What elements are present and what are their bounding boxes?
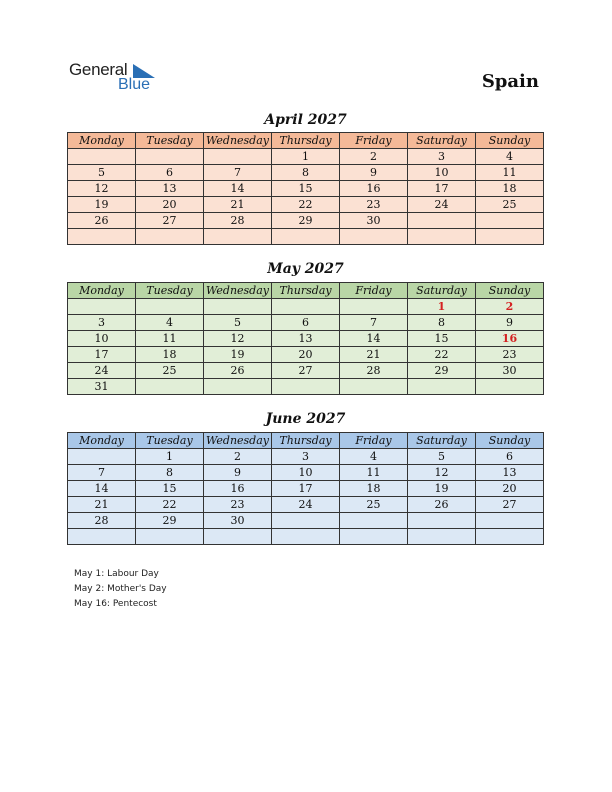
day-cell: 19	[204, 347, 272, 363]
day-cell: 16	[204, 481, 272, 497]
generalblue-logo	[69, 60, 169, 96]
weekday-header: Friday	[340, 133, 408, 149]
day-cell: 3	[408, 149, 476, 165]
day-cell: 25	[136, 363, 204, 379]
day-cell	[272, 379, 340, 395]
week-row	[68, 347, 544, 363]
weekday-header: Thursday	[272, 433, 340, 449]
weekday-header-row	[68, 133, 544, 149]
day-cell: 23	[476, 347, 544, 363]
day-cell: 6	[136, 165, 204, 181]
day-cell	[340, 229, 408, 245]
day-cell: 3	[272, 449, 340, 465]
day-cell: 7	[340, 315, 408, 331]
day-cell: 30	[204, 513, 272, 529]
day-cell	[136, 149, 204, 165]
day-cell: 8	[136, 465, 204, 481]
day-cell: 5	[68, 165, 136, 181]
day-cell: 10	[408, 165, 476, 181]
day-cell: 15	[136, 481, 204, 497]
day-cell	[136, 529, 204, 545]
day-cell: 18	[476, 181, 544, 197]
day-cell: 21	[68, 497, 136, 513]
day-cell: 17	[408, 181, 476, 197]
weekday-header-row	[68, 283, 544, 299]
day-cell	[68, 299, 136, 315]
holiday-notes	[74, 567, 167, 612]
day-cell: 30	[476, 363, 544, 379]
weekday-header: Sunday	[476, 283, 544, 299]
calendar-april	[67, 132, 544, 245]
day-cell: 18	[340, 481, 408, 497]
day-cell: 1	[136, 449, 204, 465]
day-cell: 7	[204, 165, 272, 181]
day-cell: 27	[476, 497, 544, 513]
day-cell	[272, 229, 340, 245]
weekday-header: Tuesday	[136, 133, 204, 149]
day-cell: 17	[68, 347, 136, 363]
day-cell	[340, 513, 408, 529]
day-cell: 14	[68, 481, 136, 497]
week-row	[68, 181, 544, 197]
weekday-header: Tuesday	[136, 283, 204, 299]
week-row	[68, 465, 544, 481]
week-row	[68, 363, 544, 379]
day-cell: 4	[340, 449, 408, 465]
day-cell: 13	[136, 181, 204, 197]
day-cell: 19	[408, 481, 476, 497]
day-cell: 9	[340, 165, 408, 181]
month-title-june: June 2027	[265, 411, 346, 427]
week-row	[68, 481, 544, 497]
weekday-header: Thursday	[272, 133, 340, 149]
weekday-header: Monday	[68, 283, 136, 299]
day-cell: 8	[408, 315, 476, 331]
day-cell	[476, 213, 544, 229]
day-cell: 2	[204, 449, 272, 465]
day-cell	[272, 299, 340, 315]
day-cell: 11	[340, 465, 408, 481]
logo-text-blue: Blue	[118, 76, 151, 93]
day-cell	[408, 213, 476, 229]
week-row	[68, 497, 544, 513]
day-cell: 12	[68, 181, 136, 197]
day-cell	[272, 513, 340, 529]
day-cell: 5	[204, 315, 272, 331]
day-cell: 26	[204, 363, 272, 379]
day-cell	[408, 513, 476, 529]
day-cell: 5	[408, 449, 476, 465]
day-cell	[476, 529, 544, 545]
day-cell: 20	[272, 347, 340, 363]
day-cell: 14	[204, 181, 272, 197]
calendar-may	[67, 282, 544, 395]
day-cell	[204, 229, 272, 245]
weekday-header: Wednesday	[204, 433, 272, 449]
calendar-june	[67, 432, 544, 545]
day-cell	[136, 299, 204, 315]
day-cell: 1	[272, 149, 340, 165]
day-cell	[408, 379, 476, 395]
day-cell: 6	[272, 315, 340, 331]
day-cell: 28	[340, 363, 408, 379]
day-cell: 26	[68, 213, 136, 229]
logo-text-general: General	[69, 60, 128, 79]
day-cell: 7	[68, 465, 136, 481]
day-cell: 20	[476, 481, 544, 497]
day-cell: 23	[340, 197, 408, 213]
day-cell: 24	[68, 363, 136, 379]
day-cell: 14	[340, 331, 408, 347]
day-cell: 22	[408, 347, 476, 363]
day-cell: 18	[136, 347, 204, 363]
week-row	[68, 331, 544, 347]
day-cell: 2	[340, 149, 408, 165]
day-cell: 8	[272, 165, 340, 181]
day-cell: 22	[272, 197, 340, 213]
day-cell	[408, 529, 476, 545]
week-row	[68, 449, 544, 465]
day-cell: 16	[340, 181, 408, 197]
weekday-header: Saturday	[408, 133, 476, 149]
week-row	[68, 529, 544, 545]
day-cell: 9	[476, 315, 544, 331]
day-cell: 10	[272, 465, 340, 481]
weekday-header: Saturday	[408, 433, 476, 449]
day-cell	[476, 513, 544, 529]
day-cell: 2	[476, 299, 544, 315]
holiday-note: May 16: Pentecost	[74, 599, 157, 609]
day-cell: 23	[204, 497, 272, 513]
day-cell: 21	[340, 347, 408, 363]
weekday-header: Friday	[340, 283, 408, 299]
day-cell: 29	[136, 513, 204, 529]
weekday-header: Wednesday	[204, 283, 272, 299]
week-row	[68, 299, 544, 315]
day-cell: 15	[408, 331, 476, 347]
day-cell: 30	[340, 213, 408, 229]
weekday-header: Sunday	[476, 133, 544, 149]
holiday-note: May 2: Mother's Day	[74, 584, 167, 594]
weekday-header: Monday	[68, 133, 136, 149]
day-cell: 20	[136, 197, 204, 213]
weekday-header: Sunday	[476, 433, 544, 449]
day-cell	[136, 229, 204, 245]
weekday-header: Tuesday	[136, 433, 204, 449]
weekday-header-row	[68, 433, 544, 449]
day-cell: 26	[408, 497, 476, 513]
day-cell	[340, 299, 408, 315]
day-cell: 19	[68, 197, 136, 213]
week-row	[68, 315, 544, 331]
day-cell: 12	[204, 331, 272, 347]
week-row	[68, 197, 544, 213]
day-cell: 1	[408, 299, 476, 315]
week-row	[68, 149, 544, 165]
day-cell	[68, 229, 136, 245]
day-cell	[340, 379, 408, 395]
day-cell: 13	[272, 331, 340, 347]
day-cell	[476, 229, 544, 245]
day-cell	[68, 449, 136, 465]
day-cell	[340, 529, 408, 545]
month-title-may: May 2027	[267, 261, 344, 277]
week-row	[68, 379, 544, 395]
day-cell: 6	[476, 449, 544, 465]
day-cell	[272, 529, 340, 545]
day-cell: 29	[408, 363, 476, 379]
weekday-header: Friday	[340, 433, 408, 449]
holiday-note: May 1: Labour Day	[74, 569, 159, 579]
weekday-header: Saturday	[408, 283, 476, 299]
day-cell	[476, 379, 544, 395]
day-cell: 31	[68, 379, 136, 395]
day-cell: 11	[136, 331, 204, 347]
day-cell: 28	[68, 513, 136, 529]
month-title-april: April 2027	[264, 112, 347, 128]
day-cell: 24	[272, 497, 340, 513]
day-cell: 13	[476, 465, 544, 481]
day-cell: 21	[204, 197, 272, 213]
day-cell	[204, 529, 272, 545]
day-cell: 28	[204, 213, 272, 229]
day-cell	[408, 229, 476, 245]
day-cell	[204, 379, 272, 395]
day-cell: 27	[136, 213, 204, 229]
day-cell: 24	[408, 197, 476, 213]
weekday-header: Wednesday	[204, 133, 272, 149]
day-cell: 29	[272, 213, 340, 229]
day-cell: 4	[136, 315, 204, 331]
day-cell: 22	[136, 497, 204, 513]
week-row	[68, 165, 544, 181]
day-cell	[204, 149, 272, 165]
week-row	[68, 229, 544, 245]
week-row	[68, 213, 544, 229]
day-cell: 10	[68, 331, 136, 347]
day-cell: 15	[272, 181, 340, 197]
country-title: Spain	[481, 71, 539, 92]
day-cell: 16	[476, 331, 544, 347]
day-cell: 11	[476, 165, 544, 181]
day-cell: 4	[476, 149, 544, 165]
day-cell: 12	[408, 465, 476, 481]
day-cell: 27	[272, 363, 340, 379]
week-row	[68, 513, 544, 529]
day-cell: 25	[476, 197, 544, 213]
weekday-header: Monday	[68, 433, 136, 449]
day-cell	[68, 149, 136, 165]
day-cell: 9	[204, 465, 272, 481]
day-cell	[204, 299, 272, 315]
day-cell: 25	[340, 497, 408, 513]
day-cell: 17	[272, 481, 340, 497]
day-cell: 3	[68, 315, 136, 331]
weekday-header: Thursday	[272, 283, 340, 299]
day-cell	[136, 379, 204, 395]
day-cell	[68, 529, 136, 545]
